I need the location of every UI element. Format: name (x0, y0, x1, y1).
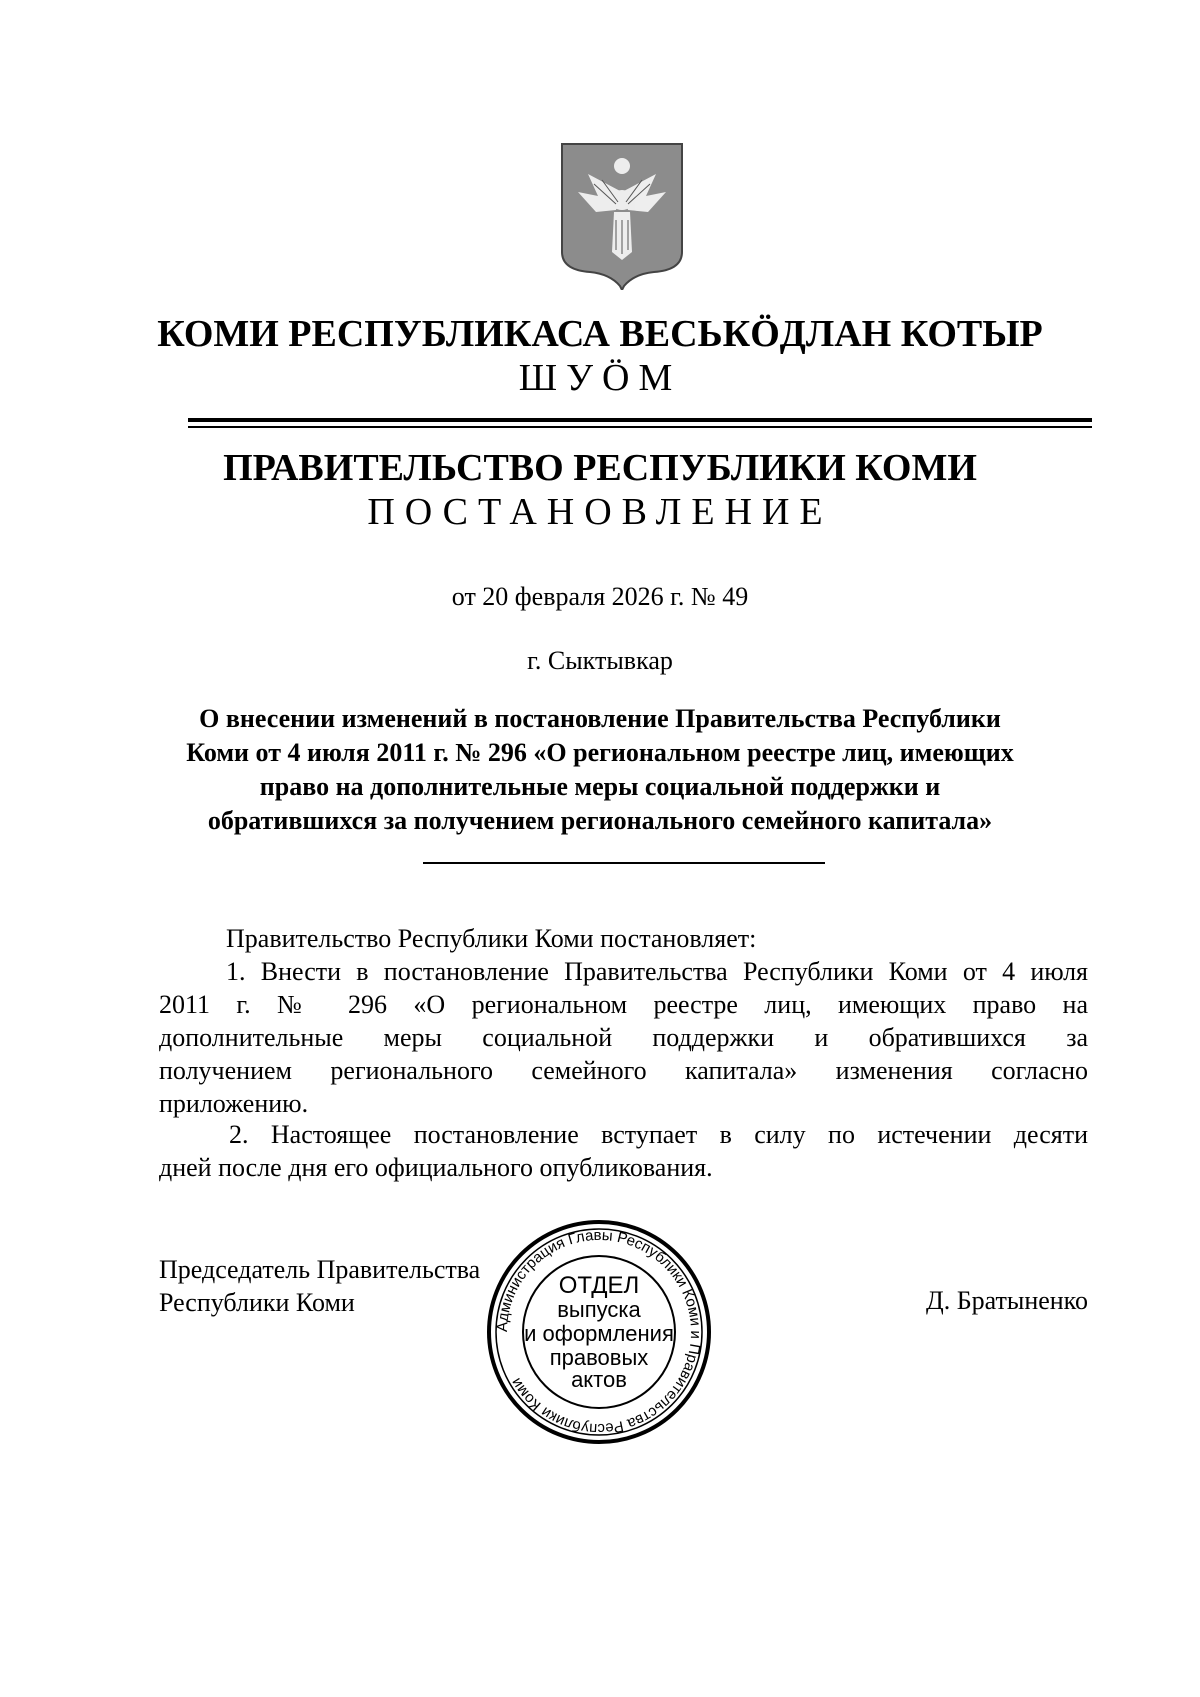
item-line: получением регионального семейного капитала» изменения согласно (159, 1056, 1088, 1085)
intro-paragraph: Правительство Республики Коми постановляет: (226, 924, 757, 953)
signer-name: Д. Братыненко (925, 1286, 1088, 1315)
stamp-center-line: ОТДЕЛ (558, 1272, 640, 1299)
item-line: 1. Внести в постановление Правительства Республики Коми от 4 июля (226, 957, 1088, 986)
stamp-center-line: актов (571, 1367, 627, 1392)
document-city: г. Сыктывкар (527, 646, 673, 675)
item-line: дополнительные меры социальной поддержки и обратившихся за (159, 1023, 1088, 1052)
coat-of-arms-emblem (558, 140, 686, 290)
title-underline (423, 862, 825, 864)
komi-government-heading: КОМИ РЕСПУБЛИКАСА ВЕСЬКӦДЛАН КОТЫР (157, 313, 1043, 355)
stamp-ring-text: Администрация Главы Республики Коми и Правительства Республики Коми (493, 1226, 705, 1438)
title-line: право на дополнительные меры социальной поддержки и (259, 772, 941, 801)
title-line: обратившихся за получением регионального семейного капитала» (207, 806, 993, 835)
stamp-center-line: правовых (549, 1345, 649, 1370)
item-line: приложению. (159, 1089, 309, 1118)
ru-doc-type: ПОСТАНОВЛЕНИЕ (367, 491, 833, 533)
ru-government-heading: ПРАВИТЕЛЬСТВО РЕСПУБЛИКИ КОМИ (223, 447, 977, 489)
header-divider-thin (188, 426, 1092, 428)
signer-position-line: Председатель Правительства (159, 1255, 481, 1284)
item-line: 2011 г. № 296 «О региональном реестре лиц, имеющих право на (159, 990, 1088, 1019)
stamp-center-line: и оформления (524, 1321, 674, 1346)
item-2-paragraph (159, 1118, 1088, 1184)
komi-doc-type: ШУӦМ (518, 357, 682, 399)
document-title (0, 702, 1200, 838)
official-stamp (484, 1215, 714, 1450)
title-line: Коми от 4 июля 2011 г. № 296 «О региональном реестре лиц, имеющих (186, 738, 1014, 767)
signer-position-line: Республики Коми (159, 1288, 355, 1317)
item-line: 2. Настоящее постановление вступает в силу по истечении десяти (229, 1120, 1088, 1149)
item-1-paragraph (159, 955, 1088, 1120)
item-line: дней после дня его официального опубликования. (159, 1153, 713, 1182)
header-divider-thick (188, 418, 1092, 422)
title-line: О внесении изменений в постановление Правительства Республики (199, 704, 1001, 733)
document-date-number: от 20 февраля 2026 г. № 49 (451, 582, 749, 611)
signer-position (159, 1253, 480, 1319)
stamp-center-line: выпуска (557, 1297, 641, 1322)
